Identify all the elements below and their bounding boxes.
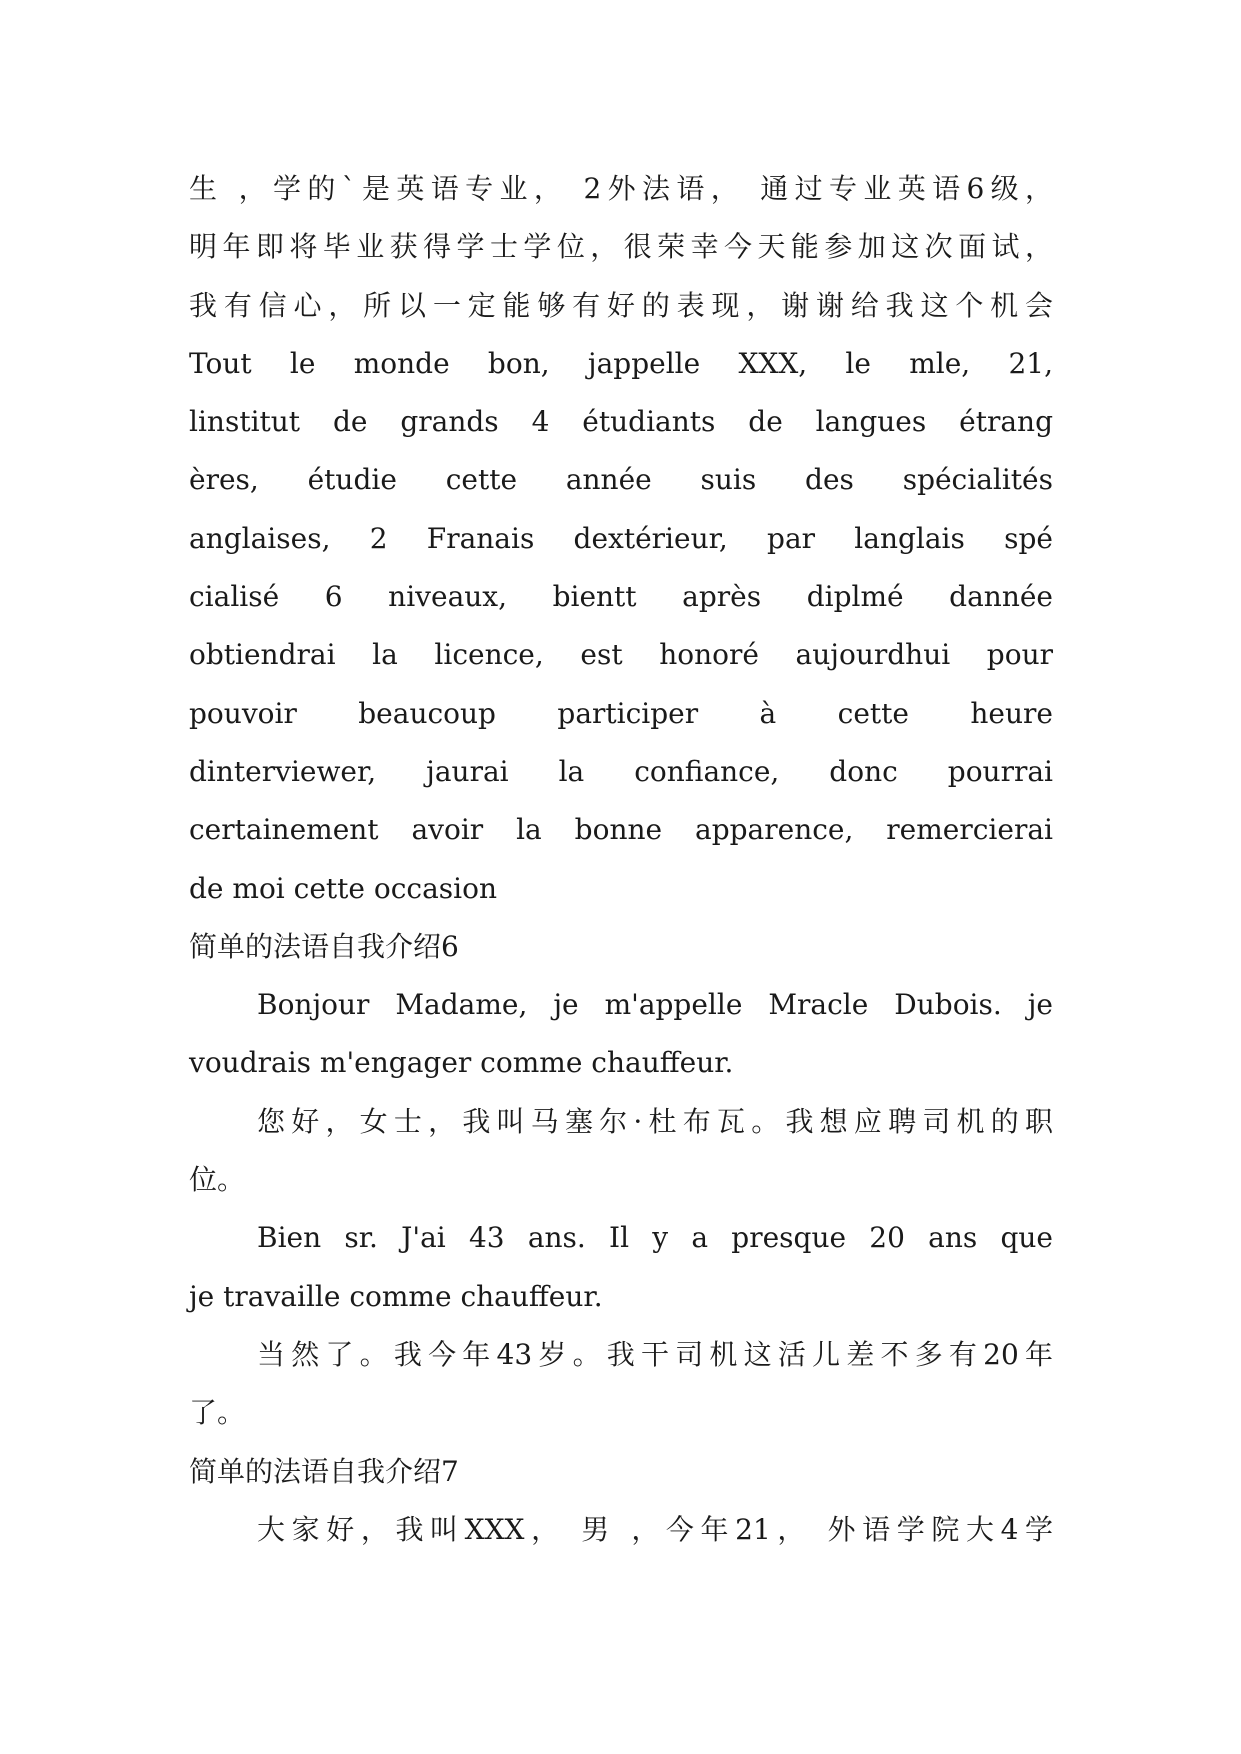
text-line: certainement avoir la bonne apparence, remercierai <box>189 813 1053 847</box>
text-line: 当然了。我今年43岁。我干司机这活儿差不多有20年 <box>257 1337 1053 1371</box>
text-line: 了。 <box>189 1396 246 1430</box>
text-line: linstitut de grands 4 étudiants de langues étrang <box>189 405 1053 439</box>
text-line: pouvoir beaucoup participer à cette heure <box>189 696 1053 730</box>
text-line: 明年即将毕业获得学士学位，很荣幸今天能参加这次面试， <box>189 230 1053 264</box>
text-line: cialisé 6 niveaux, bientt après diplmé dannée <box>189 580 1053 614</box>
text-line: voudrais m'engager comme chauffeur. <box>189 1046 734 1080</box>
text-line: ères, étudie cette année suis des spécialités <box>189 463 1053 497</box>
text-line: je travaille comme chauffeur. <box>189 1279 603 1313</box>
text-line: 我有信心，所以一定能够有好的表现，谢谢给我这个机会 <box>189 288 1053 322</box>
text-line: de moi cette occasion <box>189 871 498 905</box>
text-line: 位。 <box>189 1163 246 1197</box>
section-heading: 简单的法语自我介绍7 <box>189 1454 459 1488</box>
text-line: Bonjour Madame, je m'appelle Mracle Dubois. je <box>257 988 1053 1022</box>
text-line: anglaises, 2 Franais dextérieur, par langlais spé <box>189 521 1053 555</box>
text-line: obtiendrai la licence, est honoré aujourdhui pour <box>189 638 1053 672</box>
text-line: dinterviewer, jaurai la confiance, donc pourrai <box>189 754 1053 788</box>
text-line: 您好，女士，我叫马塞尔·杜布瓦。我想应聘司机的职 <box>257 1104 1053 1138</box>
text-line: Tout le monde bon, jappelle XXX, le mle, 21, <box>189 346 1053 380</box>
document-body <box>189 160 1053 1559</box>
section-heading: 简单的法语自我介绍6 <box>189 929 459 963</box>
text-line: 生 ，学的`是英语专业， 2外法语， 通过专业英语6级， <box>189 172 1053 205</box>
text-line: Bien sr. J'ai 43 ans. Il y a presque 20 ans que <box>257 1221 1053 1255</box>
text-line: 大家好，我叫XXX， 男 ，今年21， 外语学院大4学 <box>257 1512 1053 1546</box>
